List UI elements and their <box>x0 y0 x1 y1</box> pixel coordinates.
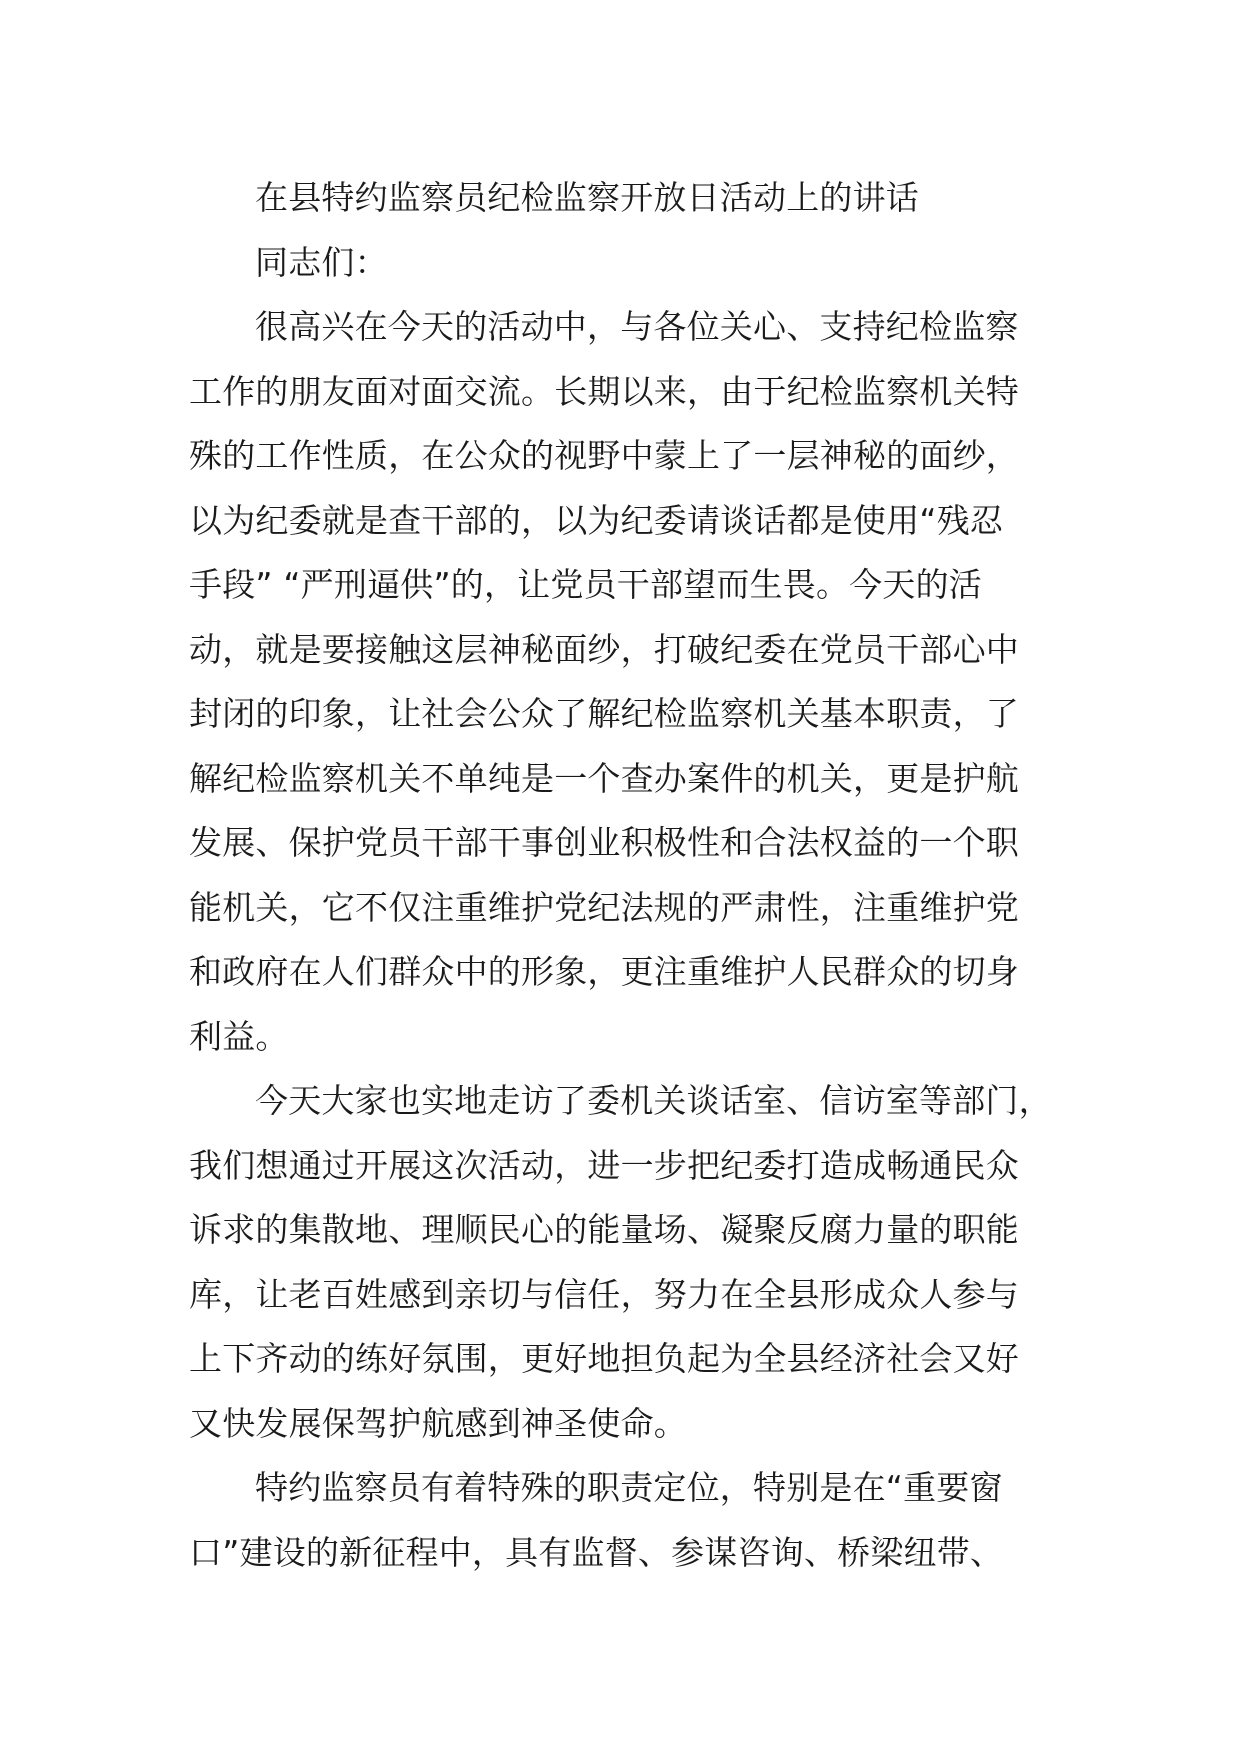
paragraph-2-line: 上下齐动的练好氛围，更好地担负起为全县经济社会又好 <box>189 1339 1019 1378</box>
salutation: 同志们： <box>255 242 388 282</box>
paragraph-1-line: 工作的朋友面对面交流。长期以来，由于纪检监察机关特 <box>189 371 1019 411</box>
paragraph-3-line: 口”建设的新征程中，具有监督、参谋咨询、桥梁纽带、 <box>189 1532 1004 1572</box>
paragraph-2-line: 库，让老百姓感到亲切与信任，努力在全县形成众人参与 <box>189 1274 1019 1314</box>
document-body <box>189 166 1069 1585</box>
paragraph-1-line: 手段” “严刑逼供”的，让党员干部望而生畏。今天的活 <box>189 565 982 604</box>
paragraph-1-line: 能机关，它不仅注重维护党纪法规的严肃性，注重维护党 <box>189 887 1019 927</box>
document-title: 在县特约监察员纪检监察开放日活动上的讲话 <box>255 178 919 217</box>
paragraph-1-line: 发展、保护党员干部干事创业积极性和合法权益的一个职 <box>189 823 1019 862</box>
paragraph-3-line: 特约监察员有着特殊的职责定位，特别是在“重要窗 <box>255 1468 1003 1507</box>
paragraph-2-line: 我们想通过开展这次活动，进一步把纪委打造成畅通民众 <box>189 1145 1019 1185</box>
paragraph-1-line: 殊的工作性质，在公众的视野中蒙上了一层神秘的面纱， <box>189 436 1019 475</box>
paragraph-1-line: 动，就是要接触这层神秘面纱，打破纪委在党员干部心中 <box>189 629 1019 669</box>
paragraph-2-line: 又快发展保驾护航感到神圣使命。 <box>189 1403 687 1443</box>
paragraph-1-line: 解纪检监察机关不单纯是一个查办案件的机关，更是护航 <box>189 758 1019 798</box>
paragraph-2-line: 今天大家也实地走访了委机关谈话室、信访室等部门， <box>255 1081 1052 1120</box>
paragraph-1-line: 以为纪委就是查干部的，以为纪委请谈话都是使用“残忍 <box>189 500 1004 540</box>
paragraph-1-line: 和政府在人们群众中的形象，更注重维护人民群众的切身 <box>189 952 1019 991</box>
paragraph-1-line: 利益。 <box>189 1016 289 1056</box>
paragraph-2-line: 诉求的集散地、理顺民心的能量场、凝聚反腐力量的职能 <box>189 1210 1019 1249</box>
paragraph-1-line: 封闭的印象，让社会公众了解纪检监察机关基本职责，了 <box>189 694 1019 733</box>
paragraph-1-line: 很高兴在今天的活动中，与各位关心、支持纪检监察 <box>255 307 1019 346</box>
